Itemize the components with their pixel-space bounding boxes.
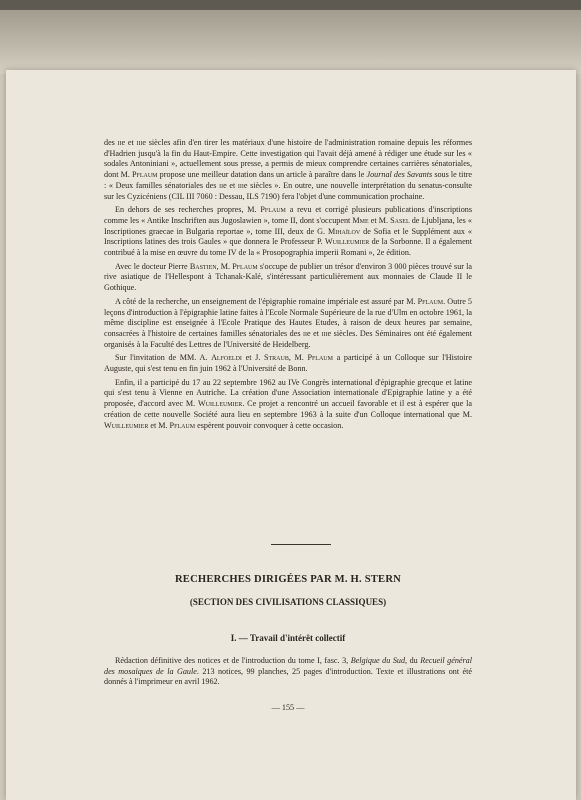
italic-text: Journal des Savants [366,170,433,180]
small-caps-text: Pflaum [232,261,258,271]
paragraph-2: En dehors de ses recherches propres, M. Pflaum a revu et corrigé plusieurs publications d'inscriptions comme les « Antike Inschriften aus Jugoslawien », tome II, dont s'occupent Mme et M. Sasel de Ljubljana, les « Inscriptiones graecae in Bulgaria reportae », tome III, deux de G. Mihaïlov de Sofia et le Supplément aux « Inscriptions latines des trois Gaules » que donnera le Professeur P. Wuilleumier de la Sorbonne. Il a également contribué à la mise en œuvre du tome IV de la « Prosopographia imperii Romani », 2e édition. [104,205,472,258]
body-text [104,138,472,431]
small-caps-text: Pflaum [417,296,444,306]
section-subtitle: (SECTION DES CIVILISATIONS CLASSIQUES) [189,597,387,607]
small-caps-text: Bastien [189,261,217,271]
italic-text: Belgique du Sud [350,656,406,665]
small-caps-text: Straub [263,353,289,363]
section-title: RECHERCHES DIRIGÉES PAR M. H. STERN [174,574,402,585]
page-number: — 155 — [271,703,305,712]
subsection-heading: I. — Travail d'intérêt collectif [230,633,346,643]
small-caps-text: iii [237,180,244,190]
small-caps-text: Pflaum [169,420,196,430]
small-caps-text: Pflaum [307,353,333,363]
paragraph-final: Rédaction définitive des notices et de l'introduction du tome I, fasc. 3, Belgique du Sud, du Recueil général des mosaïques de la Gaule. 213 notices, 99 planches, 25 pages d'introduction. Texte et illustrations ont été donnés à l'imprimeur en avril 1962. [104,656,473,687]
small-caps-text: iii [136,138,143,147]
scan-edge [0,0,581,10]
italic-text: Recueil général des mosaïques de la Gaule [104,656,472,676]
paragraph-6: Enfin, il a participé du 17 au 22 septembre 1962 au IVe Congrès international d'épigraphie grecque et latine qui s'est tenu à Vienne en Autriche. La création d'une Association internationale d'Epigraphie latine y a été proposée, d'accord avec M. Wuilleumier. Ce projet a rencontré un accueil favorable et il est à espérer que la création de cette nouvelle Société aura lieu en septembre 1963 à la suite d'un Colloque international que M. Wuilleumier et M. Pflaum espèrent pouvoir convoquer à cette occasion. [104,377,472,430]
small-caps-text: Wuilleumier [197,399,243,409]
small-caps-text: me [359,215,369,225]
small-caps-text: iii [321,328,328,338]
section-separator [271,544,331,545]
small-caps-text: Wuilleumier [324,237,370,247]
small-caps-text: ii [117,138,122,147]
paragraph-3: Avec le docteur Pierre Bastien, M. Pflaum s'occupe de publier un trésor d'environ 3 000 pièces trouvé sur la rive asiatique de l'Hellespont à Tchanak-Kalé, s'intéressant particulièrement aux monnaies de Claude II le Gothique. [104,261,473,293]
scan-top-shadow [0,0,581,74]
small-caps-text: Mihaïlov [327,226,361,236]
small-caps-text: Wuilleumier [104,420,149,430]
small-caps-text: Pflaum [132,170,158,180]
small-caps-text: Sasel [390,215,410,225]
small-caps-text: Pflaum [260,205,286,215]
small-caps-text: ii [303,328,308,338]
paragraph-4: A côté de la recherche, un enseignement de l'épigraphie romaine impériale est assuré par M. Pflaum. Outre 5 leçons d'introduction à l'épigraphie latine faites à l'Ecole Normale Supérieure de la rue d'Ulm en octobre 1961, la même discipline est enseignée à l'Ecole Pratique des Hautes Etudes, à raison de deux heures par semaine, consacrées à l'histoire de certaines familles sénatoriales des iie et iiie siècles. Des Séminaires ont été également organisés à la Faculté des Lettres de l'Université de Heidelberg. [104,296,472,349]
paragraph-5: Sur l'invitation de MM. A. Alfoeldi et J. Straub, M. Pflaum a participé à un Colloque sur l'Histoire Auguste, qui s'est tenu en fin juin 1962 à l'Université de Bonn. [104,353,472,374]
small-caps-text: ii [219,180,224,190]
paragraph-1: des iie et iiie siècles afin d'en tirer les matériaux d'une histoire de l'administration romaine depuis les réformes d'Hadrien jusqu'à la fin du Haut-Empire. Cette investigation qui l'avait déjà amené à rédiger une étude sur les « sodales Antoniniani », actuellement sous presse, a permis de mieux comprendre certaines carrières sénatoriales, dont M. Pflaum propose une meilleur datation dans un article à paraître dans le Journal des Savants sous le titre : « Deux familles sénatoriales des iie et iiie siècles ». En outre, une nouvelle interprétation du senatus-consulte sur les Cyzicéniens (CIL III 7060 : Dessau, ILS 7190) fera l'objet d'une communication prochaine. [104,138,473,201]
small-caps-text: Alfoeldi [211,353,242,363]
final-text [104,656,472,688]
